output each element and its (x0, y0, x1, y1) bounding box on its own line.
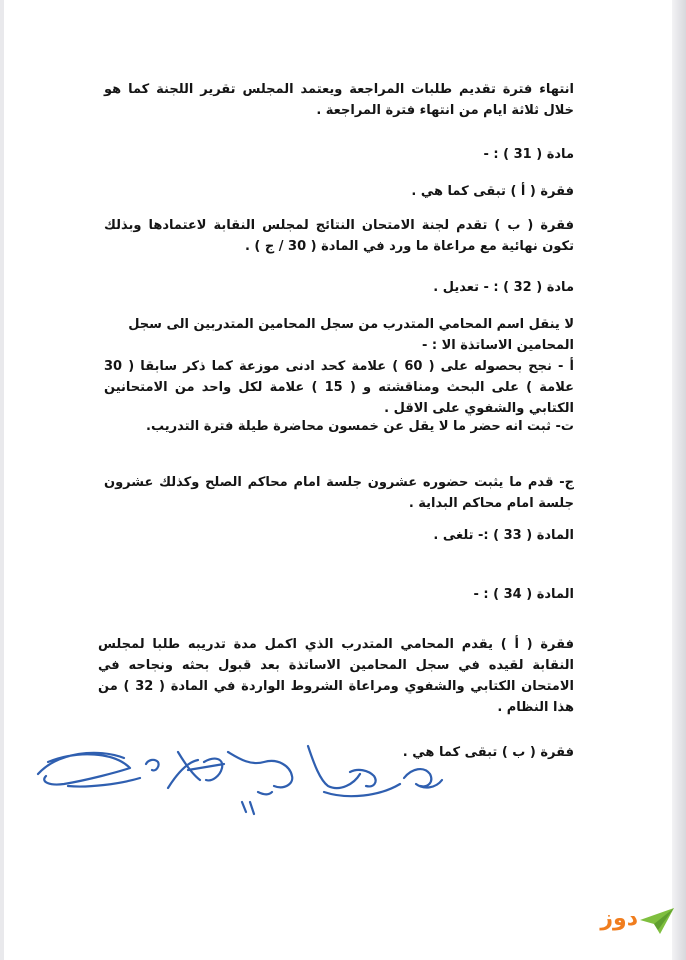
signatures (28, 722, 448, 832)
signature-2 (168, 752, 292, 814)
signature-1 (38, 753, 159, 787)
article-31-heading: مادة ( 31 ) : - (483, 147, 574, 162)
watermark-brand-text: دوز (600, 906, 638, 931)
paper-plane-icon (638, 906, 676, 936)
signature-3 (308, 746, 400, 796)
article-31-para-a: فقرة ( أ ) تبقى كما هي . (411, 184, 574, 199)
signature-4 (404, 769, 442, 787)
article-32-item-t: ت- ثبت انه حضر ما لا يقل عن خمسون محاضرة طيلة فترة التدريب. (146, 419, 574, 434)
article-32-item-j: ج- قدم ما يثبت حضوره عشرون جلسة امام محاكم الصلح وكذلك عشرون جلسة امام محاكم البداية . (104, 475, 574, 511)
article-31-para-b: فقرة ( ب ) تقدم لجنة الامتحان النتائج لمجلس النقابة لاعتمادها وبذلك تكون نهائية مع مراعاة ما ورد في المادة ( 30 / ج ) . (104, 218, 574, 254)
watermark-logo (598, 900, 676, 946)
article-34-heading: المادة ( 34 ) : - (473, 587, 574, 602)
article-32-heading: مادة ( 32 ) : - تعديل . (433, 280, 574, 295)
article-32-intro: لا ينقل اسم المحامي المتدرب من سجل المحامين المتدربين الى سجل المحامين الاساتذة الا : - (128, 317, 574, 353)
article-34-para-a: فقرة ( أ ) يقدم المحامي المتدرب الذي اكمل مدة تدريبه طلبا لمجلس النقابة لقيده في سجل المحامين الاساتذة بعد قبول بحثه ونجاحه في الامتحان الكتابي والشفوي ومراعاة الشروط الواردة في المادة ( 32 ) من هذا النظام . (98, 637, 574, 715)
paragraph-review-period: انتهاء فترة تقديم طلبات المراجعة ويعتمد المجلس تقرير اللجنة كما هو خلال ثلاثة ايام من انتهاء فترة المراجعة . (104, 82, 574, 118)
article-34-para-b: فقرة ( ب ) تبقى كما هي . (402, 745, 574, 760)
article-33-heading: المادة ( 33 ) :- تلغى . (433, 528, 574, 543)
article-32-item-a: أ - نجح بحصوله على ( 60 ) علامة كحد ادنى موزعة كما ذكر سابقا ( 30 علامة ) على البحث ومناقشته و ( 15 ) علامة لكل واحد من الامتحانين الكتابي والشفوي على الاقل . (104, 359, 574, 416)
